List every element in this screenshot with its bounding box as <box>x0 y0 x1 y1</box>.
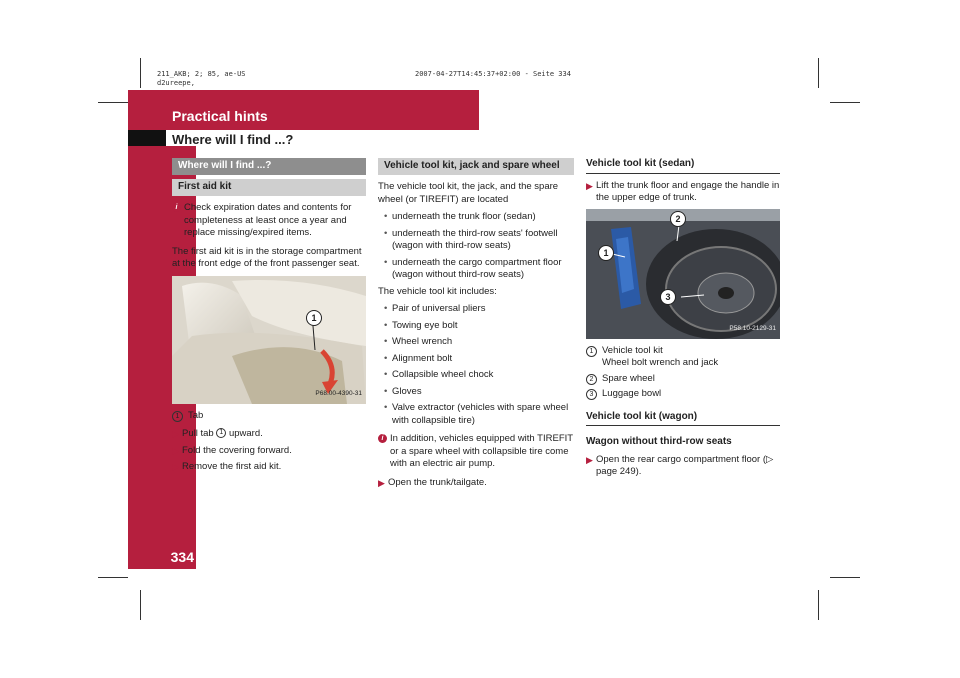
info-icon: i <box>378 434 387 443</box>
step-text: Remove the first aid kit. <box>182 461 282 472</box>
crop-mark <box>98 102 128 103</box>
legend-text: Wheel bolt wrench and jack <box>602 357 719 368</box>
section-bar: Vehicle tool kit, jack and spare wheel <box>378 158 574 175</box>
step-item <box>586 454 780 479</box>
step-arrow-icon: ▶ <box>172 445 179 456</box>
paragraph: The vehicle tool kit, the jack, and the spare wheel (or TIREFIT) are located <box>378 181 559 205</box>
info-text: Check expiration dates and contents for completeness at least once a year and replace missing/expired items. <box>184 202 352 238</box>
callout-1: 1 <box>598 245 614 261</box>
list-item: • Pair of universal pliers <box>378 303 574 316</box>
callout-1: 1 <box>306 310 322 326</box>
step-item <box>172 445 366 458</box>
step-item <box>172 461 366 474</box>
print-meta-timestamp: 2007-04-27T14:45:37+02:00 - Seite 334 <box>415 70 571 78</box>
print-meta-left <box>157 70 246 88</box>
step-text: upward. <box>228 428 263 439</box>
step-item <box>172 428 366 441</box>
list-item: • Towing eye bolt <box>378 320 574 333</box>
print-meta-line: 211_AKB; 2; 85, ae-US <box>157 70 246 78</box>
paragraph: The vehicle tool kit includes: <box>378 285 497 297</box>
list-item: • Alignment bolt <box>378 353 574 366</box>
step-text: Open the trunk/tailgate. <box>388 476 487 488</box>
trunk-photo <box>586 209 780 339</box>
callout-2: 2 <box>670 211 686 227</box>
subsection-bar: First aid kit <box>172 179 366 196</box>
info-text: In addition, vehicles equipped with TIREFIT or a spare wheel with collapsible tire come with an electric air pump. <box>390 433 573 469</box>
column-tool-kit <box>378 158 574 493</box>
step-arrow-icon: ▶ <box>172 429 179 439</box>
crop-mark <box>818 590 819 620</box>
step-arrow-icon: ▶ <box>586 454 593 465</box>
crop-mark <box>140 58 141 88</box>
legend-item <box>586 373 780 386</box>
inline-number: 1 <box>216 428 226 438</box>
legend-text: Vehicle tool kit <box>602 344 663 356</box>
legend-item <box>586 388 780 401</box>
paragraph: The first aid kit is in the storage compartment at the front edge of the front passenger seat. <box>172 245 362 269</box>
section-bar: Where will I find ...? <box>172 158 366 175</box>
column-first-aid <box>172 158 366 478</box>
info-note <box>378 433 574 471</box>
step-text: Open the rear cargo compartment floor (▷ page 249). <box>596 453 774 477</box>
legend-item <box>586 345 780 370</box>
photo-code: P68.00-4390-31 <box>315 390 362 397</box>
step-item <box>378 477 574 490</box>
photo-code: P58.10-2129-31 <box>729 325 776 332</box>
info-note <box>172 202 366 240</box>
step-text: Lift the trunk floor and engage the handle in the upper edge of trunk. <box>596 179 780 203</box>
subsection-heading: Wagon without third-row seats <box>586 436 732 447</box>
crop-mark <box>818 58 819 88</box>
step-text: Fold the covering forward. <box>182 444 292 456</box>
section-heading: Vehicle tool kit (wagon) <box>586 411 780 427</box>
step-arrow-icon: ▶ <box>172 462 179 472</box>
print-meta-line: d2ureepe, <box>157 79 195 87</box>
list-item: • Gloves <box>378 386 574 399</box>
list-item: • underneath the third-row seats' footwell (wagon with third-row seats) <box>378 228 574 253</box>
legend-item <box>172 410 366 423</box>
crop-mark <box>830 102 860 103</box>
legend-text: Spare wheel <box>602 372 655 384</box>
legend-text: Luggage bowl <box>602 388 662 399</box>
subsection-title: Where will I find ...? <box>172 132 294 147</box>
header-tab <box>128 130 166 146</box>
list-item: • Valve extractor (vehicles with spare wheel with collapsible tire) <box>378 402 574 427</box>
info-icon: i <box>172 203 181 212</box>
step-arrow-icon: ▶ <box>586 180 593 191</box>
step-arrow-icon: ▶ <box>378 477 385 488</box>
crop-mark <box>98 577 128 578</box>
legend-number: 1 <box>586 346 597 357</box>
trunk-illustration <box>586 209 780 339</box>
callout-3: 3 <box>660 289 676 305</box>
page-number: 334 <box>170 549 194 565</box>
section-title: Practical hints <box>172 108 268 124</box>
step-item <box>586 180 780 205</box>
list-item: • underneath the cargo compartment floor (wagon without third-row seats) <box>378 257 574 282</box>
list-item: • underneath the trunk floor (sedan) <box>378 211 574 224</box>
legend-number: 2 <box>586 374 597 385</box>
seat-photo <box>172 276 366 404</box>
seat-illustration <box>172 276 366 404</box>
list-item: • Wheel wrench <box>378 336 574 349</box>
legend-number: 1 <box>172 411 183 422</box>
legend-text: Tab <box>188 409 204 421</box>
legend-number: 3 <box>586 389 597 400</box>
crop-mark <box>830 577 860 578</box>
crop-mark <box>140 590 141 620</box>
list-item: • Collapsible wheel chock <box>378 369 574 382</box>
section-heading: Vehicle tool kit (sedan) <box>586 158 780 174</box>
step-text: Pull tab <box>182 428 214 439</box>
column-sedan-wagon <box>586 158 780 483</box>
